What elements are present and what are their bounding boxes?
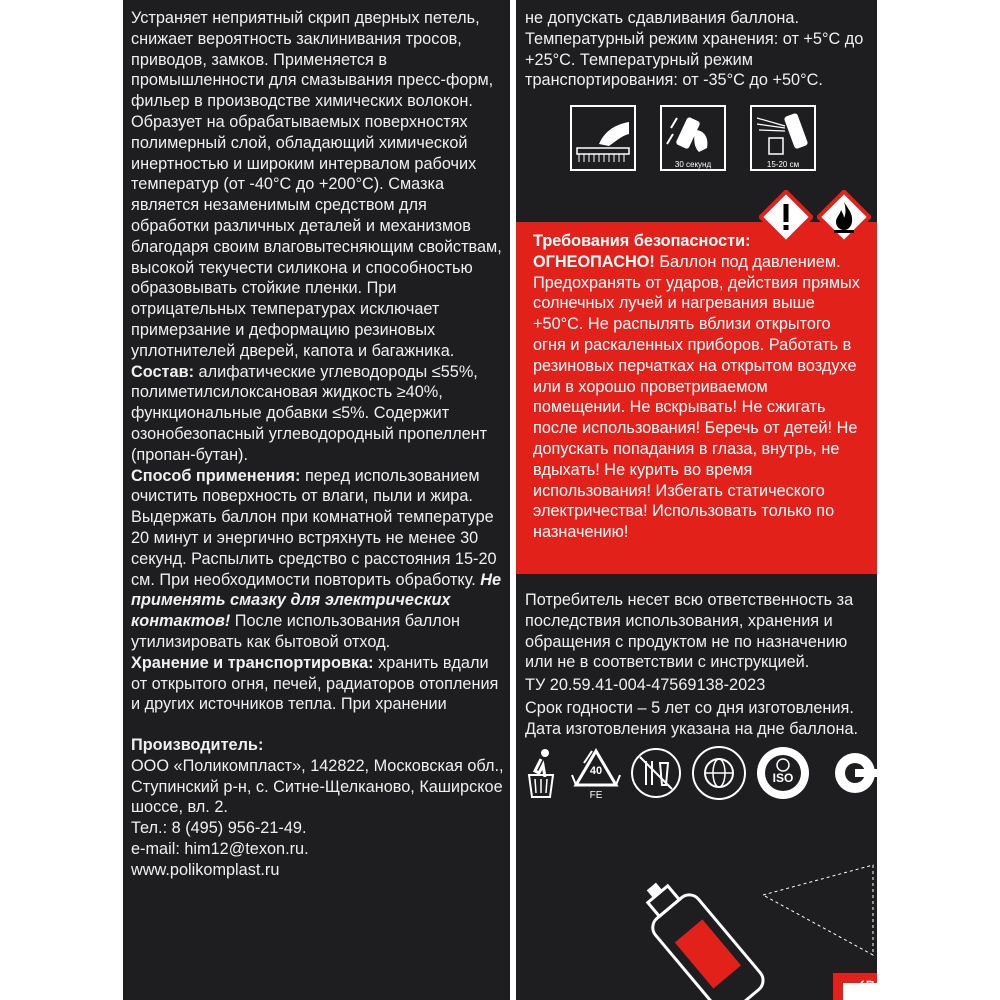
manufacturer-website: www.polikomplast.ru — [131, 860, 280, 879]
usage-paragraph — [131, 466, 509, 653]
flammable-hazard-icon — [817, 190, 871, 244]
shake-caption: 30 секунд — [674, 160, 712, 169]
iso-certificate-icon — [755, 745, 811, 805]
usage-text: перед использованием очистить поверхность от влаги, пыли и жира. Выдержать баллон при комнатной температуре 20 минут и энергично встряхнуть не менее 30 секунд. Распылить средство с расстояния 15-20 см. При необходимости повторить обработку. — [131, 466, 497, 589]
warning-text: Баллон под давлением. Предохранять от ударов, действия прямых солнечных лучей и нагревания выше +50°С. Не распылять вблизи открытого огня и раскаленных приборов. Работать в резиновых перчатках на открытом воздухе или в хорошо проветриваемом помещении. Не вскрывать! Не сжигать после использования! Беречь от детей! Не допускать попадания в глаза, внутрь, не вдыхать! Не курить во время использования! Избегать статического электричества! Использовать только по назначению! — [533, 252, 860, 542]
storage-conditions-text — [525, 8, 870, 91]
usage-tail: После использования баллон утилизировать как бытовой отход. — [131, 612, 461, 651]
spray-can-illustration — [643, 855, 877, 1000]
composition-paragraph — [131, 362, 509, 466]
manufacture-date-text: Дата изготовления указана на дне баллона. — [525, 719, 859, 738]
tu-text: ТУ 20.59.41-004-47569138-2023 — [525, 676, 766, 695]
warning-body — [533, 252, 863, 543]
description-text: Устраняет неприятный скрип дверных петель, снижает вероятность заклинивания тросов, приводов, замков. Применяется в промышленности для смазывания пресс-форм, фильер в производстве химических волокон. Образует на обрабатываемых поверхностях полимерный слой, обладающий химической инертностью и широким интервалом рабочих температур (от -40°С до +200°С). Смазка является незаменимым средством для обработки различных деталей и механизмов благодаря своим влаговытесняющим свойствам, высокой текучести силикона и способностью образовывать стойкие пленки. При отрицательных температурах исключает примерзание и деформацию резиновых уплотнителей дверей, капота и багажника. — [131, 9, 502, 360]
recycle-code: FE — [589, 790, 603, 801]
no-food-icon — [628, 745, 684, 805]
storage-conditions: не допускать сдавливания баллона. Температурный режим хранения: от +5°С до +25°С. Температурный режим транспортирования: от -35°С до +50°С. — [525, 9, 864, 90]
label-panel — [123, 0, 877, 1000]
eac-mark-icon — [825, 745, 877, 805]
manufacturer-phone: Тел.: 8 (495) 956-21-49. — [131, 819, 307, 838]
usage-warning: Не применять смазку для электрических контактов! — [131, 570, 502, 631]
safety-warning-box — [516, 222, 877, 574]
exclamation-hazard-icon — [759, 190, 813, 244]
storage-label: Хранение и транспортировка: — [131, 653, 374, 672]
recycle-icon — [568, 745, 624, 805]
manufacturer-label: Производитель: — [131, 736, 264, 755]
shelf-life-text: Срок годности – 5 лет со дня изготовления. — [525, 698, 854, 717]
manufacturer-address: ООО «Поликомпласт», 142822, Московская обл., Ступинский р-н, с. Ситне-Щелканово, Каширское шоссе, вл. 2. — [131, 756, 504, 817]
storage-paragraph — [131, 653, 509, 715]
trash-bin-icon — [523, 745, 563, 805]
manufacturer-paragraph — [131, 735, 509, 756]
warning-title: Требования безопасности: — [533, 232, 751, 250]
left-column — [131, 8, 509, 881]
responsibility-block — [525, 590, 877, 740]
composition-text: алифатические углеводороды ≤55%, полиметилсилоксановая жидкость ≥40%, функциональные добавки ≤5%. Содержит озонобезопасный углеводородный пропеллент (пропан-бутан). — [131, 362, 488, 464]
responsibility-text: Потребитель несет всю ответственность за последствия использования, хранения и обращения с продуктом не по назначению или не в соответствии с инструкцией. — [525, 591, 854, 672]
manufacturer-email: e-mail: him12@texon.ru. — [131, 840, 309, 859]
distance-caption: 15-20 см — [766, 160, 800, 169]
composition-label: Состав: — [131, 362, 195, 381]
shake-can-icon — [659, 104, 727, 172]
clean-surface-icon — [569, 104, 637, 172]
page-number: 5 — [856, 979, 877, 990]
warning-danger: ОГНЕОПАСНО! — [533, 252, 655, 271]
ozone-safe-icon — [691, 745, 747, 805]
iso-label: ISO — [772, 771, 794, 785]
recycle-number: 40 — [589, 765, 603, 777]
usage-label: Способ применения: — [131, 466, 301, 485]
storage-text: хранить вдали от открытого огня, печей, радиаторов отопления и других источников тепла. При хранении — [131, 653, 499, 714]
spray-distance-icon — [749, 104, 817, 172]
